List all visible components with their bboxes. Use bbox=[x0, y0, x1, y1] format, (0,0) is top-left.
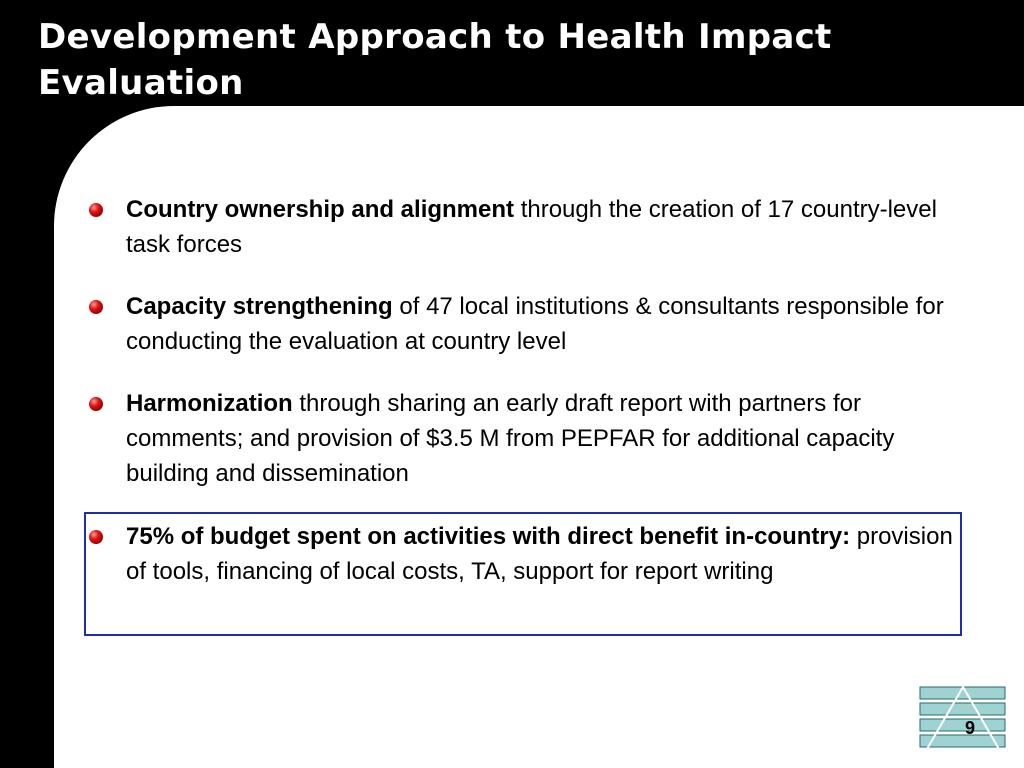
red-sphere-bullet-icon bbox=[89, 203, 103, 217]
red-sphere-bullet-icon bbox=[89, 300, 103, 314]
bullet-text bbox=[126, 519, 958, 589]
slide-title: Development Approach to Health Impact Evaluation bbox=[38, 17, 832, 103]
bullet-lead: Capacity strengthening bbox=[126, 293, 393, 320]
bullet-body: provision of tools, financing of local costs, TA, support for report writing bbox=[126, 523, 953, 585]
page-number: 9 bbox=[964, 718, 975, 738]
red-sphere-bullet-icon bbox=[89, 530, 103, 544]
bullet-item-capacity-strengthening bbox=[88, 289, 958, 359]
bullet-lead: Harmonization bbox=[126, 390, 293, 417]
bullet-item-harmonization bbox=[88, 386, 958, 491]
red-sphere-bullet-icon bbox=[89, 397, 103, 411]
bullet-text bbox=[126, 386, 958, 491]
bullet-lead: Country ownership and alignment bbox=[126, 196, 515, 223]
bullet-body: through sharing an early draft report with partners for comments; and provision of $3.5 M from PEPFAR for additional capacity building and dissemination bbox=[126, 390, 895, 487]
bullet-body: of 47 local institutions & consultants responsible for conducting the evaluation at country level bbox=[126, 293, 944, 355]
bullet-item-budget bbox=[88, 519, 958, 589]
bullet-body: through the creation of 17 country-level task forces bbox=[126, 196, 937, 258]
bullet-text bbox=[126, 192, 958, 262]
bullet-lead: 75% of budget spent on activities with direct benefit in-country: bbox=[126, 523, 851, 550]
bullet-text bbox=[126, 289, 958, 359]
bullet-item-country-ownership bbox=[88, 192, 958, 262]
